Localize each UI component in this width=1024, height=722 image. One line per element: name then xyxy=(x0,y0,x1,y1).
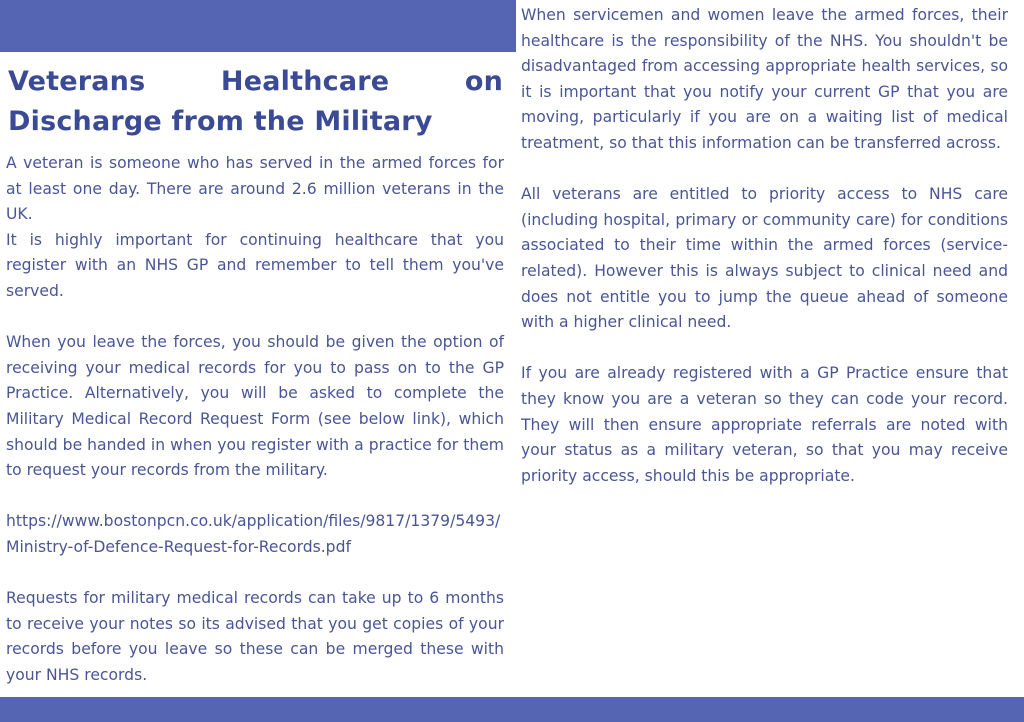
page-title: Veterans Healthcare on Discharge from the Military xyxy=(8,66,503,137)
priority-access-paragraph: All veterans are entitled to priority access to NHS care (including hospital, primary or community care) for conditions associated to their time within the armed forces (service-related). However this is always subject to clinical need and does not entitle you to jump the queue ahead of someone with a higher clinical need. xyxy=(521,185,1008,332)
left-column xyxy=(6,151,504,688)
right-column xyxy=(521,3,1008,489)
paragraph-spacer xyxy=(6,305,504,331)
bottom-banner-bar xyxy=(0,697,1024,722)
paragraph-spacer xyxy=(6,561,504,587)
records-timing-paragraph: Requests for military medical records can take up to 6 months to receive your notes so its advised that you get copies of your records before you leave so these can be merged these with your NHS records. xyxy=(6,589,504,684)
request-form-link[interactable]: https://www.bostonpcn.co.uk/application/files/9817/1379/5493/Ministry-of-Defence-Request-for-Records.pdf xyxy=(6,512,501,556)
medical-records-paragraph: When you leave the forces, you should be given the option of receiving your medical records for you to pass on to the GP Practice. Alternatively, you will be asked to complete the Military Medical Record Request Form (see below link), which should be handed in when you register with a practice for them to request your records from the military. xyxy=(6,333,504,480)
veteran-definition-paragraph: A veteran is someone who has served in the armed forces for at least one day. There are around 2.6 million veterans in the UK. xyxy=(6,154,504,224)
register-gp-paragraph: It is highly important for continuing healthcare that you register with an NHS GP and remember to tell them you've served. xyxy=(6,230,504,300)
nhs-responsibility-paragraph: When servicemen and women leave the armed forces, their healthcare is the responsibility of the NHS. You shouldn't be disadvantaged from accessing appropriate health services, so it is important that you notify your current GP that you are moving, particularly if you are on a waiting list of medical treatment, so that this information can be transferred across. xyxy=(521,6,1008,152)
paragraph-spacer xyxy=(6,484,504,510)
code-record-paragraph: If you are already registered with a GP Practice ensure that they know you are a veteran so they can code your record. They will then ensure appropriate referrals are noted with your status as a military veteran, so that you may receive priority access, should this be appropriate. xyxy=(521,364,1008,485)
top-banner-bar xyxy=(0,0,516,52)
paragraph-spacer xyxy=(521,157,1008,183)
paragraph-spacer xyxy=(521,336,1008,362)
